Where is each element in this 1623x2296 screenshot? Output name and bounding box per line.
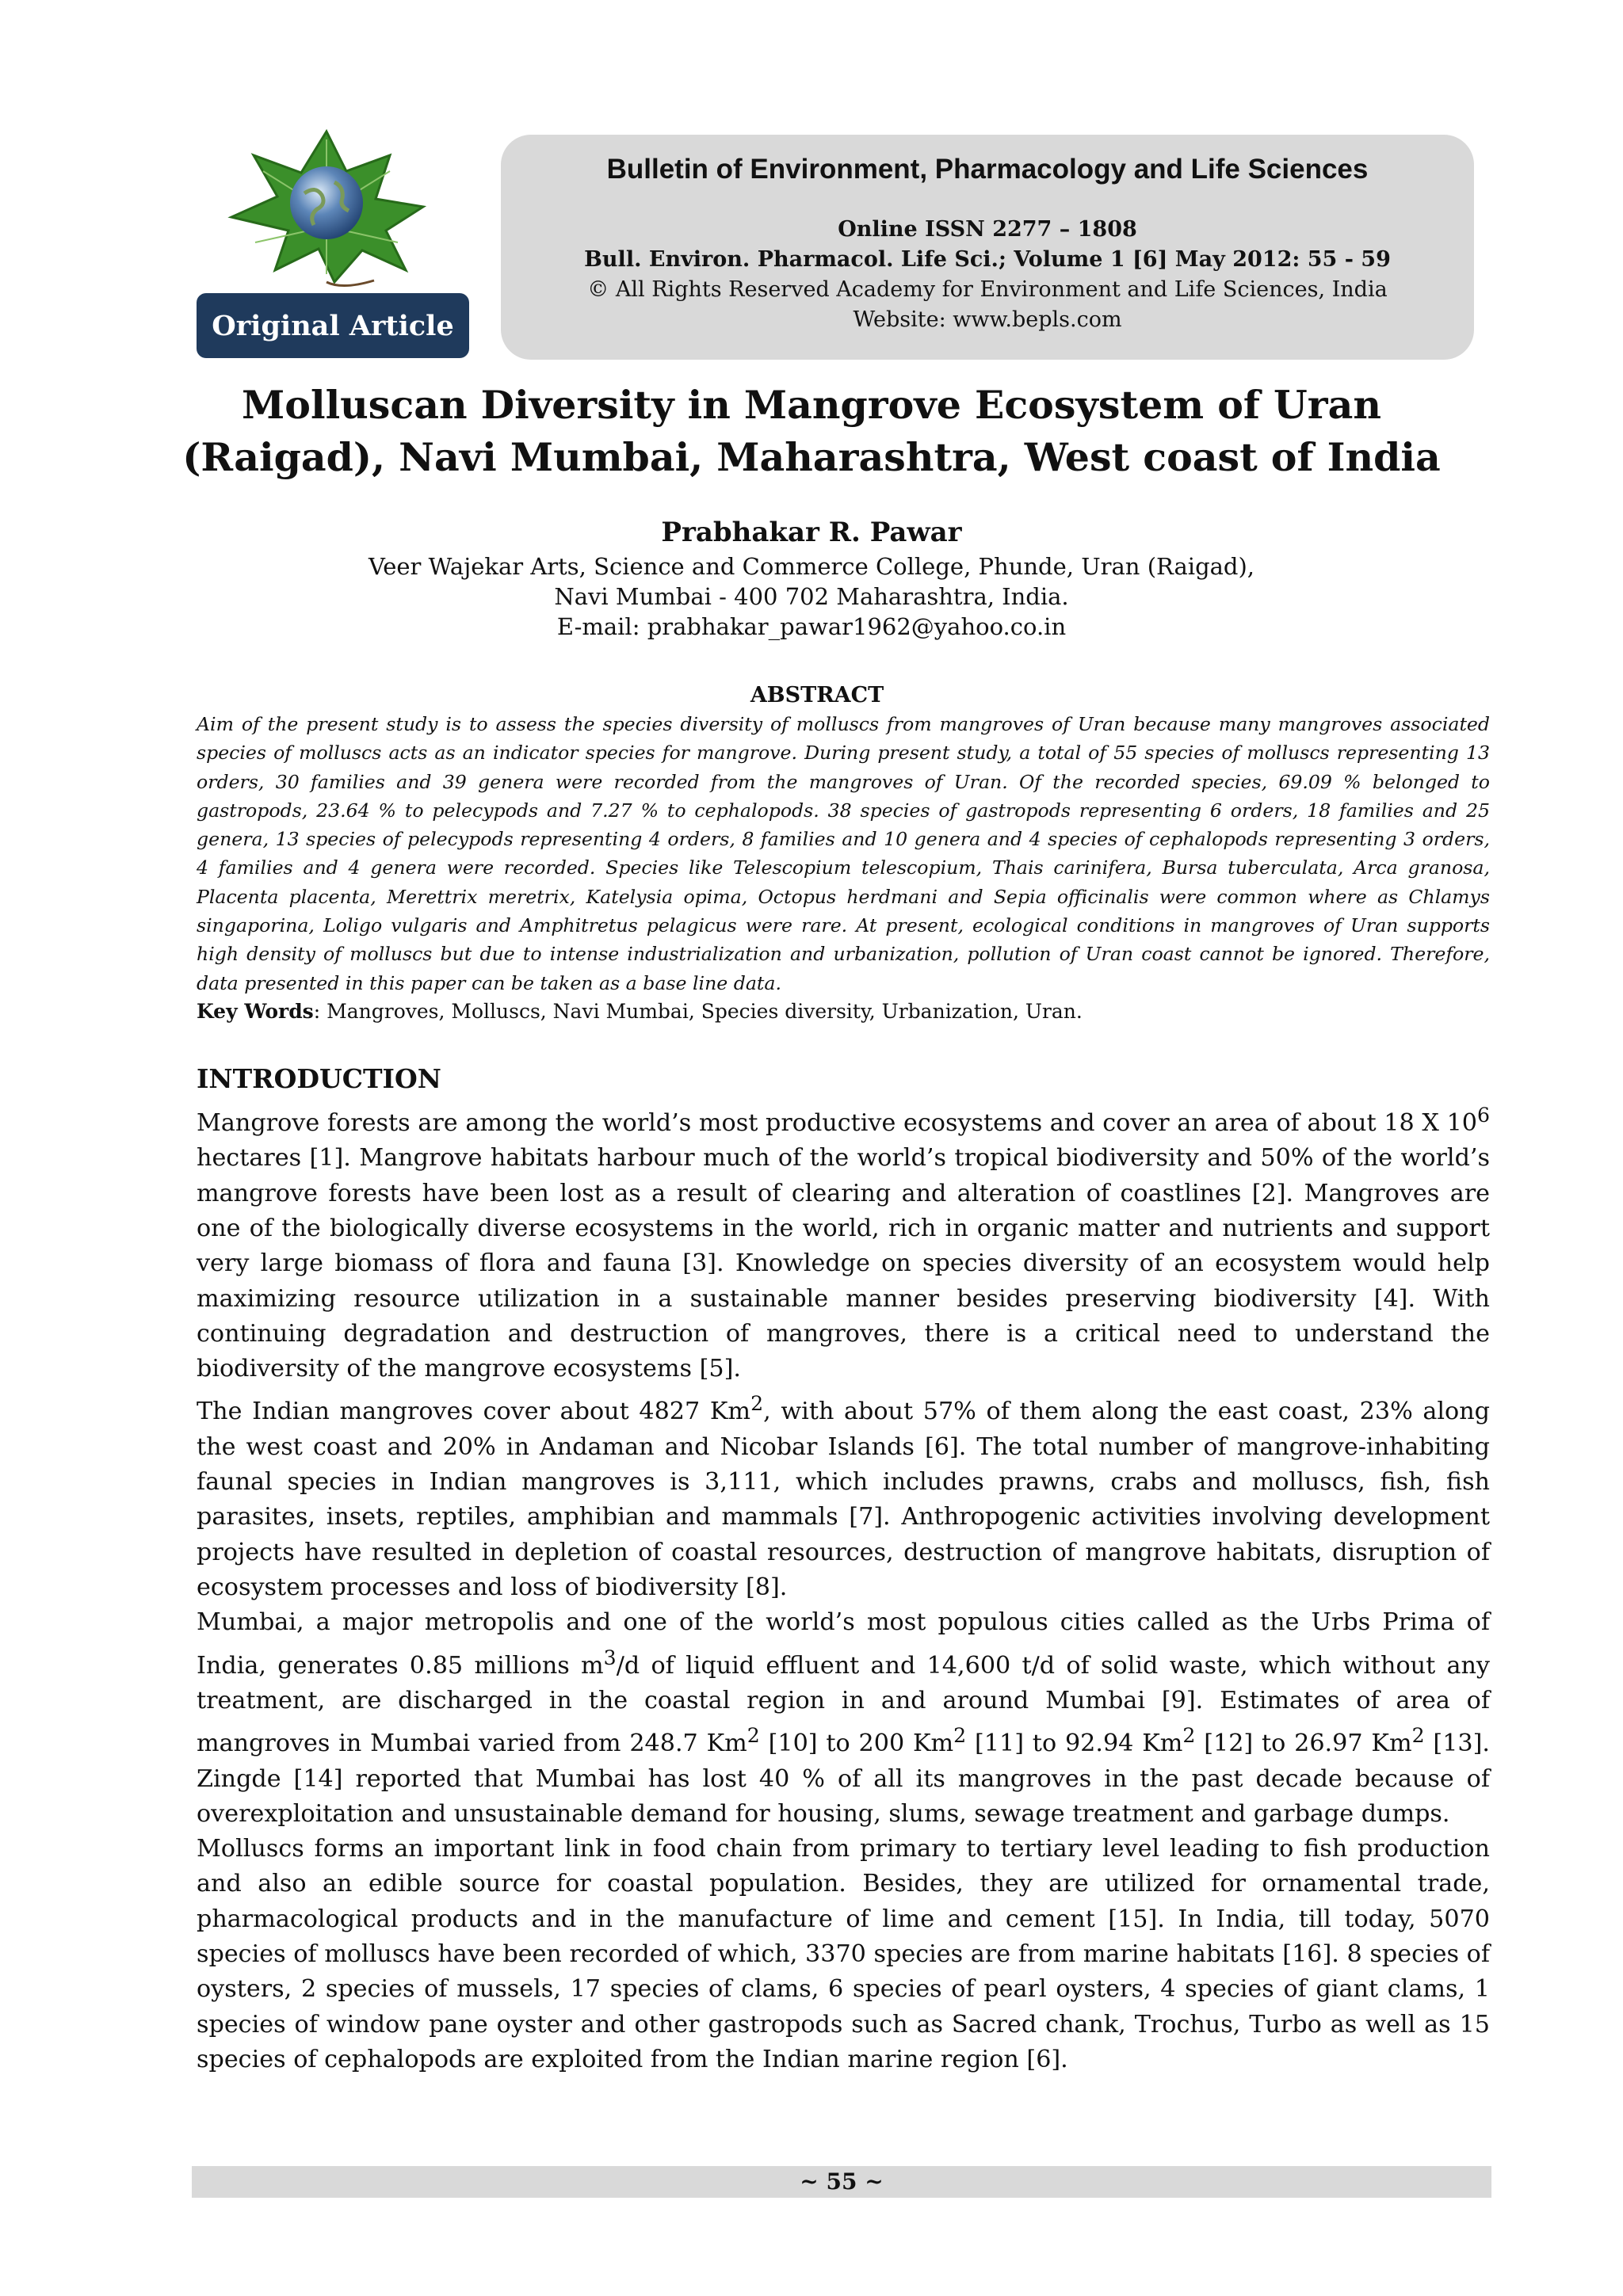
journal-info-box — [501, 135, 1474, 360]
superscript: 6 — [1476, 1104, 1490, 1127]
text-run: Mangrove forests are among the world’s most productive ecosystems and cover an area of about 18 X 10 — [197, 1109, 1477, 1138]
journal-name: Bulletin of Environment, Pharmacology and Life Sciences — [606, 154, 1369, 185]
superscript: 2 — [953, 1724, 967, 1748]
affiliation-line-1: Veer Wajekar Arts, Science and Commerce College, Phunde, Uran (Raigad), — [368, 553, 1255, 580]
text-run: The Indian mangroves cover about 4827 Km — [197, 1398, 751, 1426]
page-number: ~ 55 ~ — [800, 2168, 884, 2195]
affiliation-line-2: Navi Mumbai - 400 702 Maharashtra, India. — [554, 583, 1069, 610]
text-run: /d of liquid effluent and 14,600 t/d of solid waste, which without any treatment, are discharged in the coastal region in and around Mumbai [9]. Estimates of area of mangroves in Mumbai varied from 248.7 Km — [197, 1651, 1490, 1758]
page-footer — [192, 2166, 1491, 2198]
text-run: , with about 57% of them along the east coast, 23% along the west coast and 20% in Andaman and Nicobar Islands [6]. The total number of mangrove-inhabiting faunal species in Indian mangroves is 3,111, which includes prawns, crabs and molluscs, fish, fish parasites, insets, reptiles, amphibian and mammals [7]. Anthropogenic activities involving development projects have resulted in depletion of coastal resources, destruction of mangrove habitats, disruption of ecosystem processes and loss of biodiversity [8]. — [197, 1398, 1490, 1601]
badge-label: Original Article — [212, 309, 454, 342]
copyright-notice: © All Rights Reserved Academy for Environment and Life Sciences, India — [587, 277, 1388, 302]
keywords — [197, 1000, 1490, 1023]
text-run: hectares [1]. Mangrove habitats harbour much of the world’s tropical biodiversity and 50% of the world’s mangrove forests have been lost as a result of clearing and alteration of coastlines [2]. Mangroves are one of the biologically diverse ecosystems in the world, rich in organic matter and nutrients and support very large biomass of flora and fauna [3]. Knowledge on species diversity of an ecosystem would help maximizing resource utilization in a sustainable manner besides preserving biodiversity [4]. With continuing degradation and destruction of mangroves, there is a critical need to understand the biodiversity of the mangrove ecosystems [5]. — [197, 1144, 1490, 1383]
superscript: 2 — [750, 1392, 764, 1416]
intro-paragraph-1 — [197, 1098, 1490, 1386]
text-run: [13]. Zingde [14] reported that Mumbai has lost 40 % of all its mangroves in the past decade because of overexploitation and unsustainable demand for housing, slums, sewage treatment and garbage dumps. — [197, 1730, 1490, 1828]
superscript: 3 — [603, 1646, 617, 1669]
introduction-heading: INTRODUCTION — [197, 1063, 441, 1094]
superscript: 2 — [1411, 1724, 1425, 1748]
original-article-badge — [197, 293, 469, 358]
keywords-list: : Mangroves, Molluscs, Navi Mumbai, Species diversity, Urbanization, Uran. — [313, 1000, 1083, 1023]
journal-website: Website: www.bepls.com — [853, 307, 1122, 332]
intro-paragraph-4: Molluscs forms an important link in food chain from primary to tertiary level leading to fish production and also an edible source for coastal population. Besides, they are utilized for ornamental trade, pharmacological products and in the manufacture of lime and cement [15]. In India, till today, 5070 species of molluscs have been recorded of which, 3370 species are from marine habitats [16]. 8 species of oysters, 2 species of mussels, 17 species of clams, 6 species of pearl oysters, 4 species of giant clams, 1 species of window pane oyster and other gastropods such as Sacred chank, Trochus, Turbo as well as 15 species of cephalopods are exploited from the Indian marine region [6]. — [197, 1835, 1490, 2073]
leaf-globe-icon — [208, 124, 437, 290]
intro-paragraph-2 — [197, 1386, 1490, 1605]
text-run: [12] to 26.97 Km — [1195, 1730, 1412, 1758]
text-run: Mumbai, a major metropolis and one of the world’s most populous cities called as the Urbs Prima of India, generates 0.85 millions m — [197, 1608, 1490, 1680]
keywords-label: Key Words — [197, 1000, 314, 1023]
superscript: 2 — [747, 1724, 760, 1748]
intro-paragraph-3 — [197, 1605, 1490, 1832]
text-run: [11] to 92.94 Km — [966, 1730, 1183, 1758]
author-email: E-mail: prabhakar_pawar1962@yahoo.co.in — [556, 613, 1067, 640]
citation: Bull. Environ. Pharmacol. Life Sci.; Volume 1 [6] May 2012: 55 - 59 — [584, 247, 1391, 272]
introduction-body — [197, 1098, 1490, 2077]
abstract-text: Aim of the present study is to assess the species diversity of molluscs from mangroves of Uran because many mangroves associated species of molluscs acts as an indicator species for mangrove. During present study, a total of 55 species of molluscs representing 13 orders, 30 families and 39 genera were recorded from the mangroves of Uran. Of the recorded species, 69.09 % belonged to gastropods, 23.64 % to pelecypods and 7.27 % to cephalopods. 38 species of gastropods representing 6 orders, 18 families and 25 genera, 13 species of pelecypods representing 4 orders, 8 families and 10 genera and 4 species of cephalopods representing 3 orders, 4 families and 4 genera were recorded. Species like Telescopium telescopium, Thais carinifera, Bursa tuberculata, Arca granosa, Placenta placenta, Merettrix meretrix, Katelysia opima, Octopus herdmani and Sepia officinalis were common where as Chlamys singaporina, Loligo vulgaris and Amphitretus pelagicus were rare. At present, ecological conditions in mangroves of Uran supports high density of molluscs but due to intense industrialization and urbanization, pollution of Uran coast cannot be ignored. Therefore, data presented in this paper can be taken as a base line data. — [197, 713, 1490, 994]
paper-title: Molluscan Diversity in Mangrove Ecosystem of Uran (Raigad), Navi Mumbai, Maharashtra, West coast of India — [182, 382, 1441, 480]
text-run: [10] to 200 Km — [759, 1730, 954, 1758]
journal-logo — [208, 124, 437, 290]
superscript: 2 — [1182, 1724, 1196, 1748]
issn: Online ISSN 2277 – 1808 — [838, 217, 1137, 242]
abstract-heading: ABSTRACT — [750, 683, 884, 707]
author-name: Prabhakar R. Pawar — [661, 517, 962, 548]
